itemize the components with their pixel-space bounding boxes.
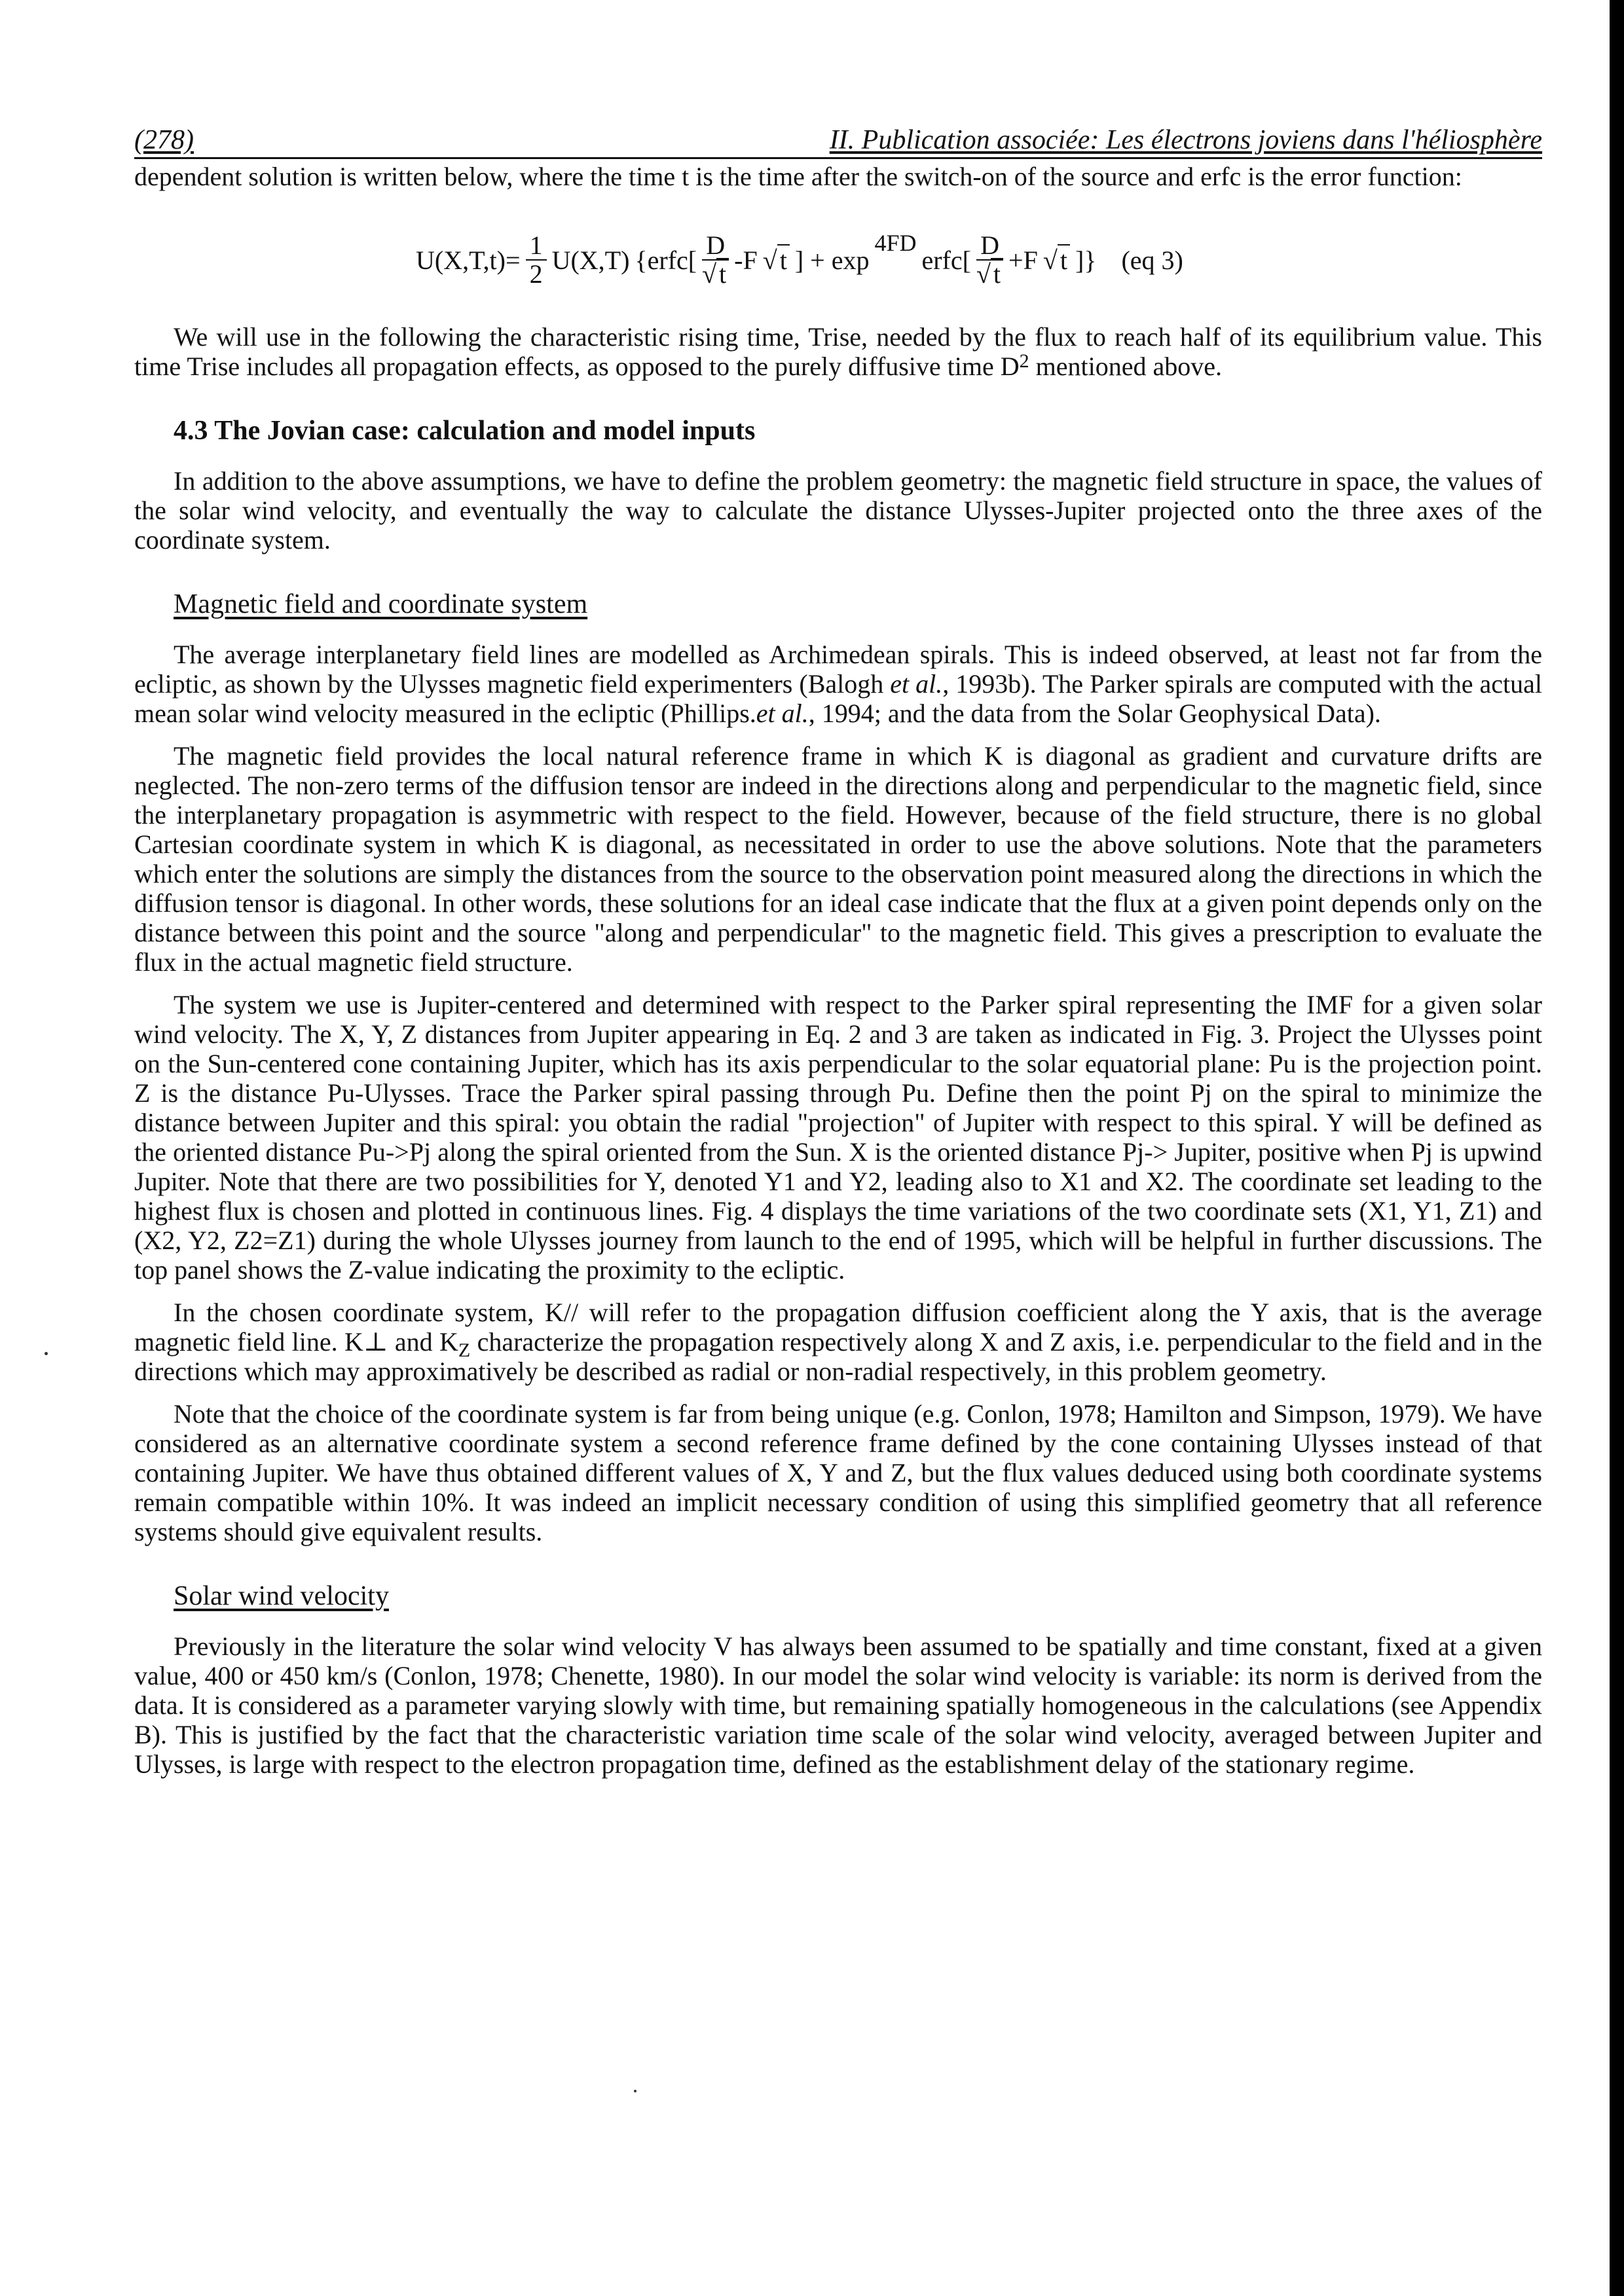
eq-sqrt-den-2: √ t [976, 261, 1003, 288]
trise-paragraph [134, 322, 1542, 381]
eq-sqrt-t-3: t [991, 258, 1003, 289]
scan-speck [634, 2090, 637, 2092]
eq-half-den: 2 [529, 259, 543, 289]
eq-d: D [702, 232, 729, 261]
eq-sqrt-den: √ t [702, 261, 729, 288]
solar-wind-paragraph: Previously in the literature the solar wind velocity V has always been assumed to be spatially and time constant, fixed at a given value, 400 or 450 km/s (Conlon, 1978; Chenette, 1980). In our model the solar wind velocity is variable: its norm is derived from the data. It is considered as a parameter varying slowly with time, but remaining spatially homogeneous in the calculations (see Appendix B). This is justified by the fact that the characteristic variation time scale of the solar wind velocity, averaged between Jupiter and Ulysses, is large with respect to the electron propagation time, defined as the establishment delay of the stationary regime. [134, 1631, 1542, 1779]
page-header [134, 124, 1542, 159]
magnetic-field-paragraph-3: The system we use is Jupiter-centered and determined with respect to the Parker spiral representing the IMF for a given solar wind velocity. The X, Y, Z distances from Jupiter appearing in Eq. 2 and 3 are taken as indicated in Fig. 3. Project the Ulysses point on the Sun-centered cone containing Jupiter, which has its axis perpendicular to the solar equatorial plane: Pu is the projection point. Z is the distance Pu-Ulysses. Trace the Parker spiral passing through Pu. Define then the point Pj on the spiral to minimize the distance between Jupiter and this spiral: you obtain the radial "projection" of Jupiter with respect to this spiral. Y will be defined as the oriented distance Pu->Pj along the spiral oriented from the Sun. X is the oriented distance Pj-> Jupiter, positive when Pj is upwind Jupiter. Note that there are two possibilities for Y, denoted Y1 and Y2, leading also to X1 and X2. The coordinate set leading to the highest flux is chosen and plotted in continuous lines. Fig. 4 displays the time variations of the two coordinate sets (X1, Y1, Z1) and (X2, Y2, Z2=Z1) during the whole Ulysses journey from launch to the end of 1995, which will be helpful in further discussions. The top panel shows the Z-value indicating the proximity to the ecliptic. [134, 990, 1542, 1285]
scan-speck [45, 1352, 48, 1355]
eq-erfc2: erfc[ [921, 245, 971, 275]
eq-plus-exp: ] + exp [794, 245, 870, 275]
magnetic-field-paragraph-5: Note that the choice of the coordinate system is far from being unique (e.g. Conlon, 1978; Hamilton and Simpson, 1979). We have considered as an alternative coordinate system a second reference frame defined by the cone containing Ulysses instead of that containing Jupiter. We have thus obtained different values of X, Y and Z, but the flux values deduced using both coordinate systems remain compatible within 10%. It was indeed an implicit necessary condition of using this simplified geometry that all reference systems should give equivalent results. [134, 1399, 1542, 1546]
mf-p1-etal-1: et al. [890, 669, 943, 699]
eq-open: {erfc[ [635, 245, 697, 275]
eq-half-num: 1 [526, 232, 547, 261]
eq-plus-f: +F [1008, 245, 1038, 275]
eq-sqrt-radical-2: √ t [1043, 245, 1070, 276]
equation-3 [416, 217, 1542, 302]
eq-sqrt-t: t [716, 258, 729, 289]
eq-d-over-sqrt-t-2 [976, 232, 1003, 288]
mf-p1-b: , 1993b). The Parker spirals are computed with the actual mean solar wind velocity measured in the ecliptic (Phillips. [134, 669, 1542, 728]
eq-d-over-sqrt-t [702, 232, 729, 288]
section-4-3-paragraph: In addition to the above assumptions, we have to define the problem geometry: the magnetic field structure in space, the values of the solar wind velocity, and eventually the way to calculate the distance Ulysses-Jupiter projected onto the three axes of the coordinate system. [134, 466, 1542, 555]
solar-wind-heading: Solar wind velocity [174, 1581, 389, 1611]
eq-minus-f: -F [734, 245, 758, 275]
magnetic-field-heading: Magnetic field and coordinate system [174, 589, 588, 619]
trise-sup: 2 [1019, 350, 1029, 372]
mf-p4-sub: Z [458, 1339, 471, 1361]
mf-p4-a: In the chosen coordinate system, K// will refer to the propagation diffusion coefficient along the Y axis, that is the average magnetic field line. K⊥ and K [134, 1298, 1542, 1357]
section-4-3-heading: 4.3 The Jovian case: calculation and model inputs [174, 416, 756, 446]
eq-half-fraction [526, 232, 547, 288]
magnetic-field-paragraph-2: The magnetic field provides the local natural reference frame in which K is diagonal as gradient and curvature drifts are neglected. The non-zero terms of the diffusion tensor are indeed in the directions along and perpendicular to the magnetic field, since the interplanetary propagation is asymmetric with respect to the field. However, because of the field structure, there is no global Cartesian coordinate system in which K is diagonal, as necessitated in order to use the above solutions. Note that the parameters which enter the solutions are simply the distances from the source to the observation point measured along the directions in which the diffusion tensor is diagonal. In other words, these solutions for an ideal case indicate that the flux at a given point depends only on the distance between this point and the source "along and perpendicular" to the magnetic field. This gives a prescription to evaluate the flux in the actual magnetic field structure. [134, 741, 1542, 977]
eq-u: U(X,T) [551, 245, 630, 275]
trise-text-b: mentioned above. [1029, 352, 1222, 381]
eq-close: ]} [1075, 245, 1097, 275]
eq-sqrt-radical: √ t [763, 245, 790, 276]
document-page [134, 124, 1542, 1779]
eq-exponent: 4FD [874, 230, 917, 256]
page-number: (278) [134, 125, 194, 155]
magnetic-field-paragraph-1 [134, 640, 1542, 728]
eq-d-2: D [976, 232, 1003, 261]
intro-paragraph: dependent solution is written below, where the time t is the time after the switch-on of the source and erfc is the error function: [134, 162, 1462, 191]
mf-p1-a: The average interplanetary field lines are modelled as Archimedean spirals. This is indeed observed, at least not far from the ecliptic, as shown by the Ulysses magnetic field experimenters (Balogh [134, 640, 1542, 699]
eq-lhs: U(X,T,t)= [416, 245, 521, 275]
mf-p4-b: characterize the propagation respectively along X and Z axis, i.e. perpendicular to the field and in the directions which may approximatively be described as radial or non-radial respectively, in this problem geometry. [134, 1327, 1542, 1386]
eq-label: (eq 3) [1121, 245, 1183, 275]
running-title: II. Publication associée: Les électrons joviens dans l'héliosphère [829, 125, 1542, 155]
mf-p1-etal-2: et al. [756, 699, 809, 728]
mf-p1-c: , 1994; and the data from the Solar Geophysical Data). [808, 699, 1381, 728]
trise-text-a: We will use in the following the characteristic rising time, Trise, needed by the flux to reach half of its equilibrium value. This time Trise includes all propagation effects, as opposed to the purely diffusive time D [134, 322, 1542, 381]
eq-sqrt-t-4: t [1058, 244, 1070, 275]
scan-edge [1610, 0, 1624, 2296]
eq-sqrt-t-2: t [777, 244, 790, 275]
magnetic-field-paragraph-4 [134, 1298, 1542, 1386]
